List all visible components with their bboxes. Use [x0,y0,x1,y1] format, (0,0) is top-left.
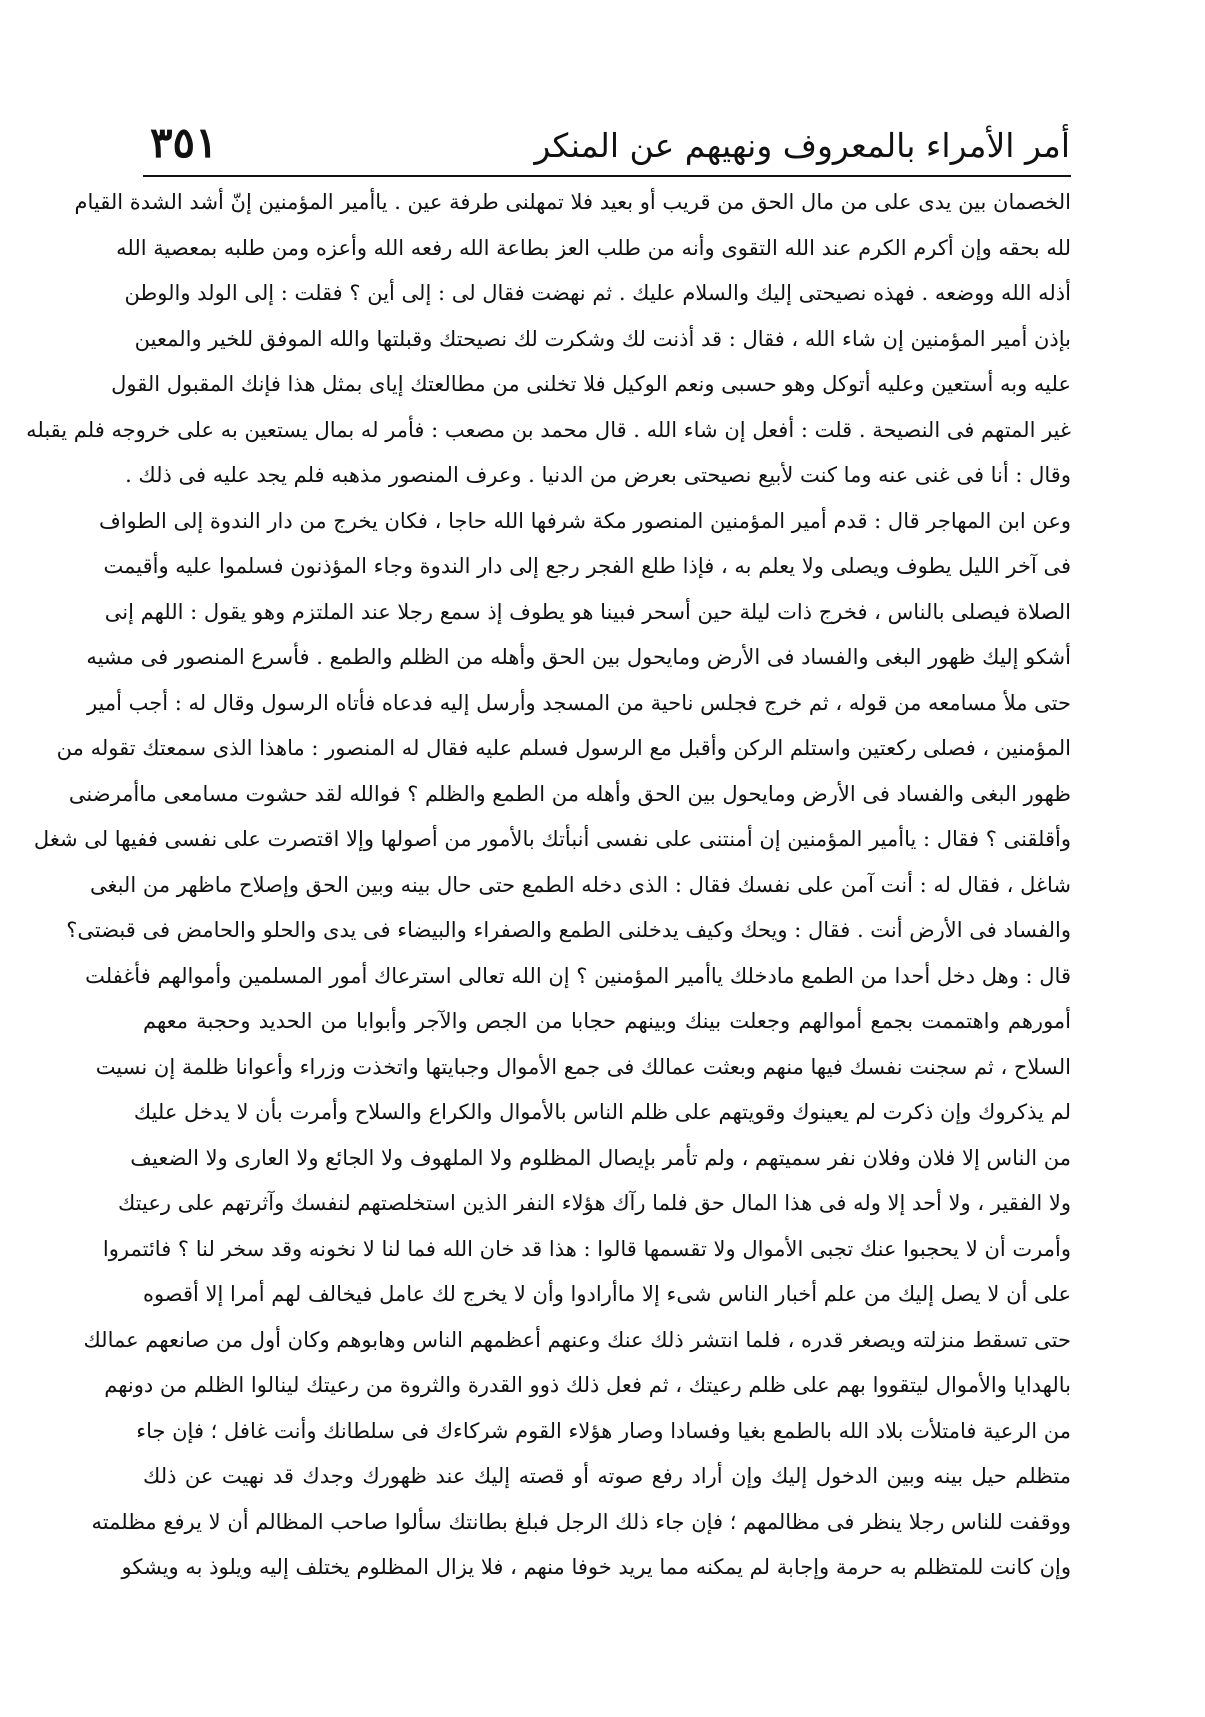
text-line: من الرعية فامتلأت بلاد الله بالطمع بغيا وفسادا وصار هؤلاء القوم شركاءك فى سلطانك وأنت غافل ؛ فإن جاء [136,1418,1071,1443]
text-line: وعن ابن المهاجر قال : قدم أمير المؤمنين المنصور مكة شرفها الله حاجا ، فكان يخرج من دار الندوة إلى الطواف [98,508,1071,533]
text-line: أمورهم واهتممت بجمع أموالهم وجعلت بينك وبينهم حجابا من الجص والآجر وأبوابا من الحديد وحجبة معهم [143,1009,1071,1033]
text-line: ولا الفقير ، ولا أحد إلا وله فى هذا المال حق فلما رآك هؤلاء النفر الذين استخلصتهم لنفسك وآثرتهم على رعيتك [117,1191,1071,1215]
page-number: ٣٥١ [150,118,218,167]
text-line: حتى ملأ مسامعه من قوله ، ثم خرج فجلس ناحية من المسجد وأرسل إليه فدعاه فأتاه الرسول وقال له : أجب أمير [86,690,1071,715]
text-line: وأمرت أن لا يحجبوا عنك تجبى الأموال ولا تقسمها قالوا : هذا قد خان الله فما لنا لا نخونه وقد سخر لنا ؟ فائتمروا [102,1236,1071,1261]
text-line: ظهور البغى والفساد فى الأرض ومايحول بين الحق وأهله من الطمع والظلم ؟ فوالله لقد حشوت مسامعى ماأمرضنى [68,781,1071,806]
text-line: أذله الله ووضعه . فهذه نصيحتى إليك والسلام عليك . ثم نهضت فقال لى : إلى أين ؟ فقلت : إلى الولد والوطن [124,281,1071,305]
text-line: وأقلقنى ؟ فقال : ياأمير المؤمنين إن أمنتنى على نفسى أنبأتك بالأمور من أصولها وإلا اقتصرت على نفسى ففيها لى شغل [33,827,1071,851]
text-line: وقال : أنا فى غنى عنه وما كنت لأبيع نصيحتى بعرض من الدنيا . وعرف المنصور مذهبه فلم يجد عليه فى ذلك . [125,463,1071,487]
text-line: على أن لا يصل إليك من علم أخبار الناس شىء إلا ماأرادوا وأن لا يخرج لك عامل فيخالف لهم أمرا إلا أقصوه [142,1282,1071,1306]
text-line: وإن كانت للمتظلم به حرمة وإجابة لم يمكنه مما يريد خوفا منهم ، فلا يزال المظلوم يختلف إليه ويلوذ به ويشكو [121,1555,1071,1579]
text-line: حتى تسقط منزلته ويصغر قدره ، فلما انتشر ذلك عنك وعنهم أعظمهم الناس وهابوهم وكان أول من صانعهم عمالك [83,1327,1071,1352]
text-line: غير المتهم فى النصيحة . قلت : أفعل إن شاء الله . قال محمد بن مصعب : فأمر له بمال يستعين به على خروجه فلم يقبله [26,417,1071,442]
text-line: لم يذكروك وإن ذكرت لم يعينوك وقويتهم على ظلم الناس بالأموال والكراع والسلاح وأمرت بأن لا يدخل عليك [133,1100,1071,1124]
text-line: بإذن أمير المؤمنين إن شاء الله ، فقال : قد أذنت لك وشكرت لك نصيحتك وقبلتها والله الموفق للخير والمعين [134,326,1071,351]
text-line: السلاح ، ثم سجنت نفسك فيها منهم وبعثت عمالك فى جمع الأموال وجبايتها واتخذت وزراء وأعوانا ظلمة إن نسيت [95,1054,1071,1079]
text-line: الصلاة فيصلى بالناس ، فخرج ذات ليلة حين أسحر فبينا هو يطوف إذ سمع رجلا عند الملتزم وهو يقول : اللهم إنى [104,599,1071,624]
text-line: لله بحقه وإن أكرم الكرم عند الله التقوى وأنه من طلب العز بطاعة الله رفعه الله وأعزه ومن طلبه بمعصية الله [116,235,1071,260]
text-line: متظلم حيل بينه وبين الدخول إليك وإن أراد رفع صوته أو قصته إليك عند ظهورك وجدك قد نهيت عن ذلك [143,1464,1071,1488]
text-line: ووقفت للناس رجلا ينظر فى مظالمهم ؛ فإن جاء ذلك الرجل فبلغ بطانتك سألوا صاحب المظالم أن لا يرفع مظلمته [91,1509,1071,1534]
text-line: أشكو إليك ظهور البغى والفساد فى الأرض ومايحول بين الحق وأهله من الظلم والطمع . فأسرع المنصور فى مشيه [86,645,1071,669]
text-line: شاغل ، فقال له : أنت آمن على نفسك فقال : الذى دخله الطمع حتى حال بينه وبين الحق وإصلاح ماظهر من البغى [89,872,1071,897]
text-line: من الناس إلا فلان وفلان نفر سميتهم ، ولم تأمر بإيصال المظلوم ولا الملهوف ولا الجائع ولا العارى ولا الضعيف [130,1145,1071,1170]
header-rule [143,175,1071,177]
text-line: فى آخر الليل يطوف ويصلى ولا يعلم به ، فإذا طلع الفجر رجع إلى دار الندوة وجاء المؤذنون فسلموا عليه وأقيمت [103,554,1071,578]
page-header [140,118,1070,178]
running-title: أمر الأمراء بالمعروف ونهيهم عن المنكر [534,126,1070,165]
text-line: الخصمان بين يدى على من مال الحق من قريب أو بعيد فلا تمهلنى طرفة عين . ياأمير المؤمنين إنّ أشد الشدة القيام [74,190,1071,214]
body-text [26,180,1071,1591]
text-line: قال : وهل دخل أحدا من الطمع مادخلك ياأمير المؤمنين ؟ إن الله تعالى استرعاك أمور المسلمين وأموالهم فأغفلت [85,963,1071,988]
text-line: عليه وبه أستعين وعليه أتوكل وهو حسبى ونعم الوكيل فلا تخلنى من مطالعتك إياى بمثل هذا فإنك المقبول القول [111,372,1071,396]
text-line: المؤمنين ، فصلى ركعتين واستلم الركن وأقبل مع الرسول فسلم عليه فقال له المنصور : ماهذا الذى سمعتك تقوله من [56,736,1071,760]
text-line: بالهدايا والأموال ليتقووا بهم على ظلم رعيتك ، ثم فعل ذلك ذوو القدرة والثروة من رعيتك لينالوا الظلم من دونهم [104,1373,1071,1397]
text-line: والفساد فى الأرض أنت . فقال : ويحك وكيف يدخلنى الطمع والصفراء والبيضاء فى يدى والحلو والحامض فى قبضتى؟ [66,918,1071,942]
